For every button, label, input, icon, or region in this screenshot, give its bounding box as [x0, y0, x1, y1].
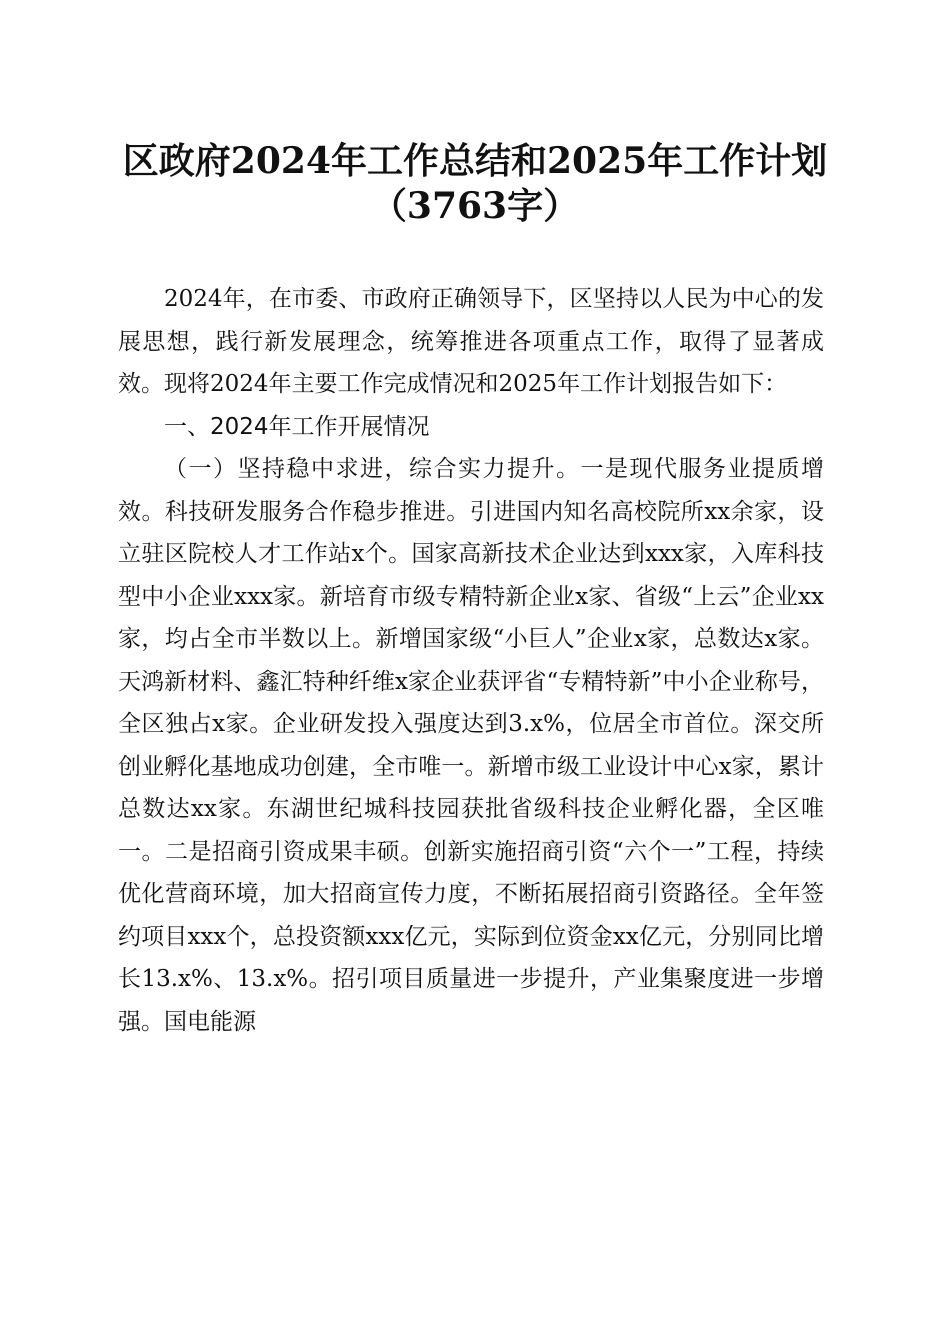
intro-paragraph: 2024年，在市委、市政府正确领导下，区坚持以人民为中心的发展思想，践行新发展理念，统筹推进各项重点工作，取得了显著成效。现将2024年主要工作完成情况和2025年工作计划报告如下： — [118, 286, 824, 397]
section-heading: 一、2024年工作开展情况 — [164, 413, 430, 440]
subsection-paragraph — [118, 448, 824, 1043]
document-body — [118, 278, 824, 1043]
document-title: 区政府2024年工作总结和2025年工作计划 — [122, 140, 828, 182]
subsection-body: 一是现代服务业提质增效。科技研发服务合作稳步推进。引进国内知名高校院所xx余家，设立驻区院校人才工作站x个。国家高新技术企业达到xxx家，入库科技型中小企业xxx家。新培育市级专精特新企业x家、省级“上云”企业xx家，均占全市半数以上。新增国家级“小巨人”企业x家，总数达x家。天鸿新材料、鑫汇特种纤维x家企业获评省“专精特新”中小企业称号，全区独占x家。企业研发投入强度达到3.x%，位居全市首位。深交所创业孵化基地成功创建，全市唯一。新增市级工业设计中心x家，累计总数达xx家。东湖世纪城科技园获批省级科技企业孵化器，全区唯一。二是招商引资成果丰硕。创新实施招商引资“六个一”工程，持续优化营商环境，加大招商宣传力度，不断拓展招商引资路径。全年签约项目xxx个，总投资额xxx亿元，实际到位资金xx亿元，分别同比增长13.x%、13.x%。招引项目质量进一步提升，产业集聚度进一步增强。国电能源 — [118, 456, 824, 1035]
document-word-count: （3763字） — [370, 185, 580, 227]
subsection-heading: （一）坚持稳中求进，综合实力提升。 — [164, 456, 581, 482]
